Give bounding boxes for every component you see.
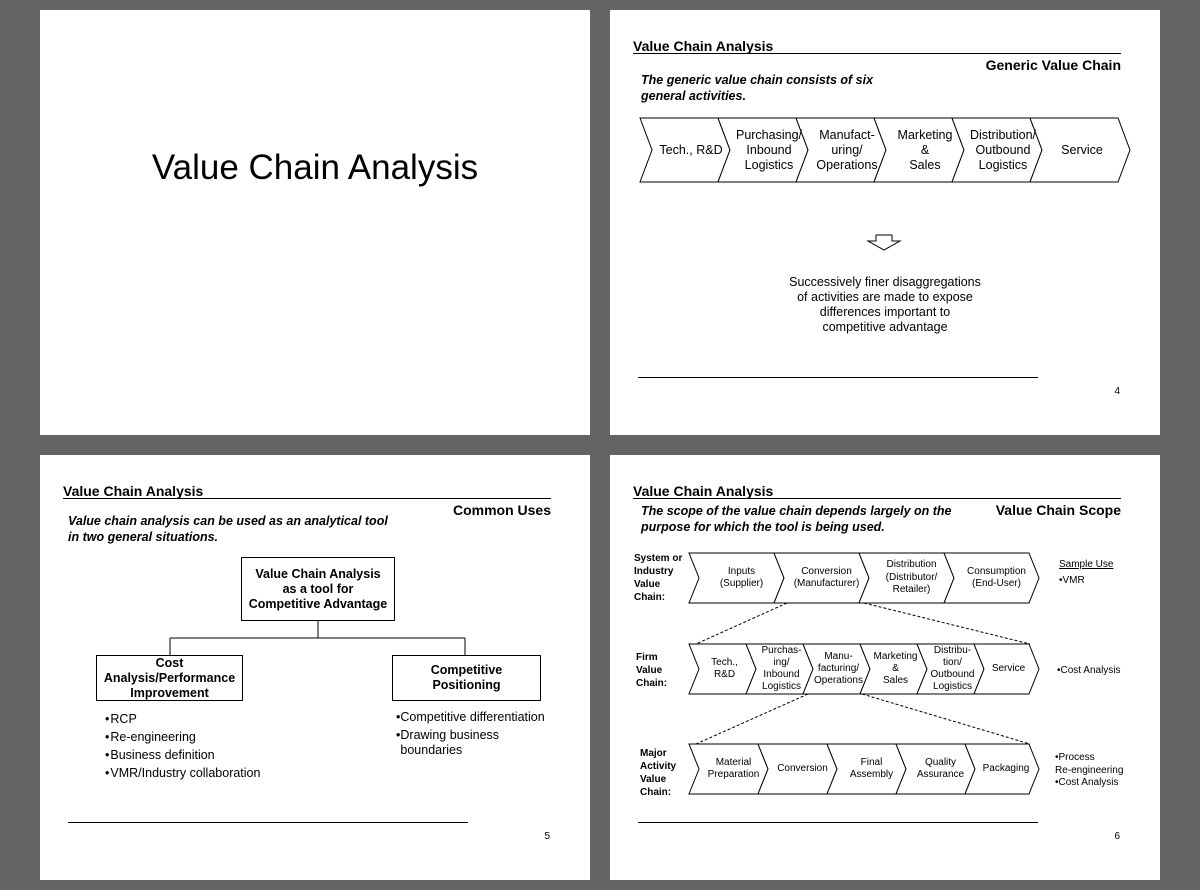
slide2-note: Successively finer disaggregations of activities are made to expose differences important to competitive advantage	[789, 275, 981, 334]
cost-analysis-box: Cost Analysis/Performance Improvement	[96, 655, 243, 701]
chain-label: Service	[991, 663, 1026, 674]
page-number: 4	[1114, 386, 1120, 397]
expansion-line	[696, 694, 808, 744]
footer-rule	[638, 377, 1038, 378]
slide2-header: Value Chain Analysis	[633, 38, 774, 54]
sample-use-header: Sample Use	[1059, 559, 1114, 570]
chain-label: Conversion (Manufacturer)	[793, 565, 860, 589]
competitive-positioning-box: Competitive Positioning	[392, 655, 541, 701]
cost-analysis-list	[105, 710, 260, 782]
list-item: • Re-engineering	[105, 728, 260, 746]
chain-label: Inputs (Supplier)	[719, 565, 764, 589]
chain-label: Tech., R&D	[659, 142, 723, 157]
sample-use-item: •Cost Analysis	[1057, 665, 1121, 676]
chain-label: Conversion	[777, 762, 828, 774]
chain-label: Distribution/ Outbound Logistics	[970, 127, 1036, 172]
chain-label: Tech., R&D	[711, 657, 738, 680]
page-number: 5	[544, 831, 550, 842]
slide4-header: Value Chain Analysis	[633, 483, 774, 499]
chain-label: Packaging	[982, 762, 1030, 774]
slide4-intro: The scope of the value chain depends largely on the purpose for which the tool is being used.	[641, 504, 952, 534]
list-item: Competitive differentiation	[400, 710, 545, 724]
chain-label: Marketing & Sales	[873, 651, 918, 686]
chain-label: Distribu- tion/ Outbound Logistics	[930, 645, 975, 692]
list-item: • Business definition	[105, 746, 260, 764]
slide-title	[40, 10, 590, 435]
slide-generic-value-chain	[610, 10, 1160, 435]
chain-label: Consumption (End-User)	[967, 565, 1026, 589]
expansion-line	[864, 603, 1030, 644]
slide2-subtitle: Generic Value Chain	[985, 57, 1121, 73]
footer-rule	[638, 822, 1038, 823]
page-number: 6	[1114, 831, 1120, 842]
chain-label: Material Preparation	[707, 756, 760, 780]
chain-label: Manu- facturing/ Operations	[814, 651, 863, 686]
slide4-subtitle: Value Chain Scope	[995, 502, 1121, 518]
chain-label: Quality Assurance	[916, 756, 965, 780]
competitive-list: • Competitive differentiation • Drawing business boundaries	[396, 710, 545, 757]
generic-chain-diagram	[610, 10, 1160, 435]
slide-common-uses	[40, 455, 590, 880]
slide-value-chain-scope	[610, 455, 1160, 880]
chain-label: Distribution (Distributor/ Retailer)	[885, 559, 938, 596]
list-item: • RCP	[105, 710, 260, 728]
chain-label: Marketing & Sales	[897, 127, 953, 172]
slide3-intro: Value chain analysis can be used as an analytical tool in two general situations.	[68, 514, 388, 544]
chain-label: Service	[1061, 142, 1103, 157]
chain-label: Manufact- uring/ Operations	[816, 127, 878, 172]
list-item: Drawing business boundaries	[400, 728, 500, 757]
row-label: System or Industry Value Chain:	[634, 553, 683, 603]
chain-label: Purchas- ing/ Inbound Logistics	[761, 645, 802, 692]
expansion-line	[862, 694, 1030, 744]
expansion-line	[696, 603, 787, 644]
slide3-header: Value Chain Analysis	[63, 483, 204, 499]
row-label: Firm Value Chain:	[636, 652, 668, 689]
slide3-subtitle: Common Uses	[452, 502, 551, 518]
slide2-intro: The generic value chain consists of six general activities.	[641, 73, 874, 103]
chain-label: Purchasing/ Inbound Logistics	[735, 127, 802, 172]
sample-use-item: •Process Re-engineering •Cost Analysis	[1055, 752, 1124, 788]
down-arrow-icon	[868, 235, 900, 250]
list-item: • VMR/Industry collaboration	[105, 764, 260, 782]
value-chain-tool-box: Value Chain Analysis as a tool for Competitive Advantage	[241, 557, 395, 621]
footer-rule	[68, 822, 468, 823]
slide1-title: Value Chain Analysis	[151, 148, 479, 187]
chain-label: Final Assembly	[849, 756, 894, 780]
row-label: Major Activity Value Chain:	[640, 748, 677, 798]
sample-use-item: •VMR	[1059, 575, 1085, 586]
